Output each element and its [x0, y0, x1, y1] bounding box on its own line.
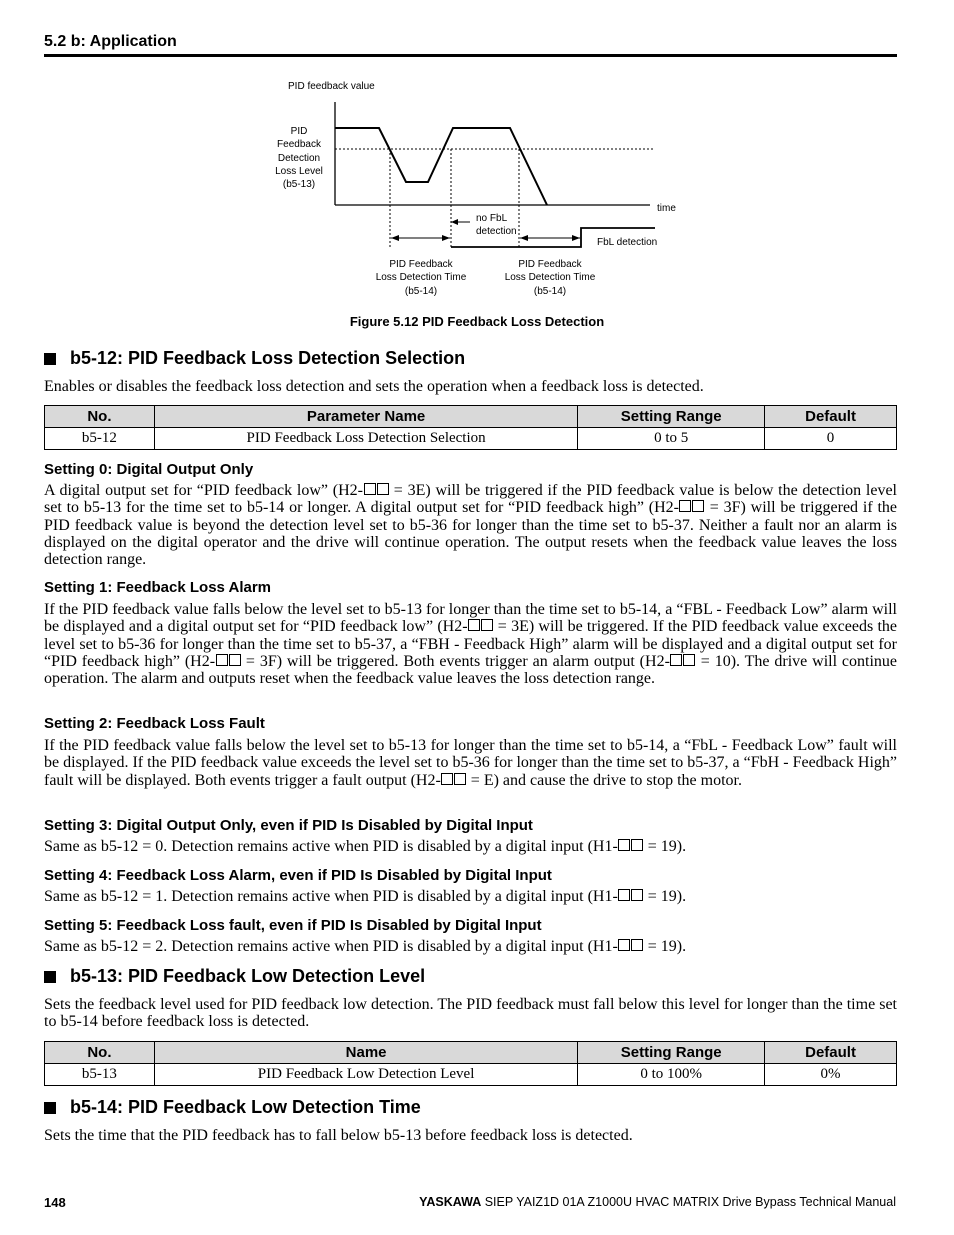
bullet-square-icon — [44, 971, 56, 983]
fig-y-label: PID feedback value — [288, 81, 375, 92]
placeholder-box-icon — [441, 773, 453, 785]
table-header-row — [45, 1042, 897, 1064]
svg-text:PID: PID — [290, 126, 308, 137]
setting-3-title: Setting 3: Digital Output Only, even if PID Is Disabled by Digital Input — [44, 817, 533, 834]
header-rule — [44, 54, 897, 57]
cell-name: PID Feedback Loss Detection Selection — [154, 428, 577, 450]
svg-text:(b5-14): (b5-14) — [533, 286, 567, 297]
setting-0-text: A digital output set for “PID feedback low” (H2- = 3E) will be triggered if the PID feedback value is below the detection level set to b5-13 for the time set to b5-14 or longer. A digital output set for “PID feedback high” (H2- = 3F) will be triggered if the PID feedback value is beyond the detection level set to b5-36 for longer than the time set to b5-37. Neither a fault nor an alarm is displayed on the digital operator and the drive will continue operation. The output resets when the feedback value leaves the loss detection range. — [44, 482, 898, 569]
col-setting-range: Setting Range — [578, 406, 765, 428]
svg-text:PID Feedback: PID Feedback — [389, 259, 453, 270]
svg-text:(b5-14): (b5-14) — [404, 286, 438, 297]
svg-text:Detection: Detection — [277, 153, 321, 164]
placeholder-box-icon — [468, 619, 480, 631]
setting-2-title: Setting 2: Feedback Loss Fault — [44, 715, 265, 732]
col-no: No. — [45, 1042, 155, 1064]
placeholder-box-icon — [670, 654, 682, 666]
section-b5-12-intro: Enables or disables the feedback loss detection and sets the operation when a feedback loss is detected. — [44, 378, 704, 395]
section-b5-12-title: b5-12: PID Feedback Loss Detection Selection — [44, 348, 465, 369]
placeholder-box-icon — [631, 939, 643, 951]
table-row — [45, 1064, 897, 1086]
svg-text:Loss Detection Time: Loss Detection Time — [375, 272, 467, 283]
setting-1-title: Setting 1: Feedback Loss Alarm — [44, 579, 272, 596]
pid-feedback-loss-figure — [260, 74, 680, 304]
placeholder-box-icon — [364, 483, 376, 495]
placeholder-box-icon — [692, 500, 704, 512]
placeholder-box-icon — [377, 483, 389, 495]
placeholder-box-icon — [631, 839, 643, 851]
placeholder-box-icon — [618, 889, 630, 901]
placeholder-box-icon — [229, 654, 241, 666]
col-default: Default — [765, 406, 897, 428]
setting-4-title: Setting 4: Feedback Loss Alarm, even if PID Is Disabled by Digital Input — [44, 867, 552, 884]
placeholder-box-icon — [631, 889, 643, 901]
svg-text:PID Feedback: PID Feedback — [518, 259, 582, 270]
col-parameter-name: Parameter Name — [154, 406, 577, 428]
col-default: Default — [765, 1042, 897, 1064]
svg-text:Loss Detection Time: Loss Detection Time — [504, 272, 596, 283]
placeholder-box-icon — [454, 773, 466, 785]
placeholder-box-icon — [679, 500, 691, 512]
col-no: No. — [45, 406, 155, 428]
bullet-square-icon — [44, 353, 56, 365]
col-setting-range: Setting Range — [578, 1042, 765, 1064]
section-header: 5.2 b: Application — [44, 33, 177, 50]
setting-5-text: Same as b5-12 = 2. Detection remains active when PID is disabled by a digital input (H1- = 19). — [44, 938, 687, 955]
placeholder-box-icon — [216, 654, 228, 666]
placeholder-box-icon — [481, 619, 493, 631]
param-table-b5-12 — [44, 405, 897, 450]
page-number: 148 — [44, 1195, 66, 1210]
placeholder-box-icon — [618, 939, 630, 951]
svg-text:Loss Level: Loss Level — [275, 166, 323, 177]
fig-fbl-detection: FbL detection — [597, 237, 658, 248]
fig-time-label: time — [657, 203, 676, 214]
cell-default: 0 — [765, 428, 897, 450]
svg-text:detection: detection — [476, 226, 517, 237]
bullet-square-icon — [44, 1102, 56, 1114]
footer-title: YASKAWA SIEP YAIZ1D 01A Z1000U HVAC MATRIX Drive Bypass Technical Manual — [419, 1195, 896, 1209]
svg-text:(b5-13): (b5-13) — [282, 179, 316, 190]
section-b5-14-title: b5-14: PID Feedback Low Detection Time — [44, 1097, 421, 1118]
table-header-row — [45, 406, 897, 428]
svg-text:Feedback: Feedback — [277, 139, 321, 150]
fig-no-fbl — [476, 213, 517, 237]
fig-level-label — [275, 126, 323, 190]
section-b5-14-intro: Sets the time that the PID feedback has to fall below b5-13 before feedback loss is detected. — [44, 1127, 633, 1144]
cell-range: 0 to 100% — [578, 1064, 765, 1086]
section-b5-13-intro: Sets the feedback level used for PID feedback low detection. The PID feedback must fall below this level for longer than the time set to b5-14 before feedback loss is detected. — [44, 996, 897, 1031]
setting-2-text: If the PID feedback value falls below the level set to b5-13 for longer than the time set to b5-14, a “FbL - Feedback Low” fault will be displayed. If the PID feedback value exceeds the level set to b5-36 for longer than the time set to b5-37, a “FbH - Feedback High” fault will be displayed. Both events trigger a fault output (H2- = E) and cause the drive to stop the motor. — [44, 737, 897, 789]
cell-range: 0 to 5 — [578, 428, 765, 450]
section-b5-13-title: b5-13: PID Feedback Low Detection Level — [44, 966, 425, 987]
fig-time1-label — [376, 259, 467, 297]
setting-5-title: Setting 5: Feedback Loss fault, even if PID Is Disabled by Digital Input — [44, 917, 542, 934]
param-table-b5-13 — [44, 1041, 897, 1086]
setting-1-text: If the PID feedback value falls below the level set to b5-13 for longer than the time set to b5-14, a “FBL - Feedback Low” alarm will be displayed and a digital output set for “PID feedback low” (H2- = 3E) will be triggered. If the PID feedback value exceeds the level set to b5-36 for longer than the time set to b5-37, a “FBH - Feedback High” alarm will be displayed and a digital output set for “PID feedback high” (H2- = 3F) will be triggered. Both events trigger an alarm output (H2- = 10). The drive will continue operation. The alarm and outputs reset when the feedback value leaves the loss detection range. — [44, 601, 898, 688]
setting-4-text: Same as b5-12 = 1. Detection remains active when PID is disabled by a digital input (H1- = 19). — [44, 888, 687, 905]
cell-no: b5-12 — [45, 428, 155, 450]
setting-3-text: Same as b5-12 = 0. Detection remains active when PID is disabled by a digital input (H1- = 19). — [44, 838, 687, 855]
cell-name: PID Feedback Low Detection Level — [154, 1064, 577, 1086]
fig-time2-label — [505, 259, 596, 297]
cell-default: 0% — [765, 1064, 897, 1086]
fig-signal-curve — [335, 128, 547, 205]
placeholder-box-icon — [683, 654, 695, 666]
cell-no: b5-13 — [45, 1064, 155, 1086]
col-name: Name — [154, 1042, 577, 1064]
svg-text:no FbL: no FbL — [476, 213, 508, 224]
setting-0-title: Setting 0: Digital Output Only — [44, 461, 254, 478]
placeholder-box-icon — [618, 839, 630, 851]
footer-brand: YASKAWA — [419, 1195, 482, 1209]
table-row — [45, 428, 897, 450]
figure-caption: Figure 5.12 PID Feedback Loss Detection — [349, 314, 605, 329]
